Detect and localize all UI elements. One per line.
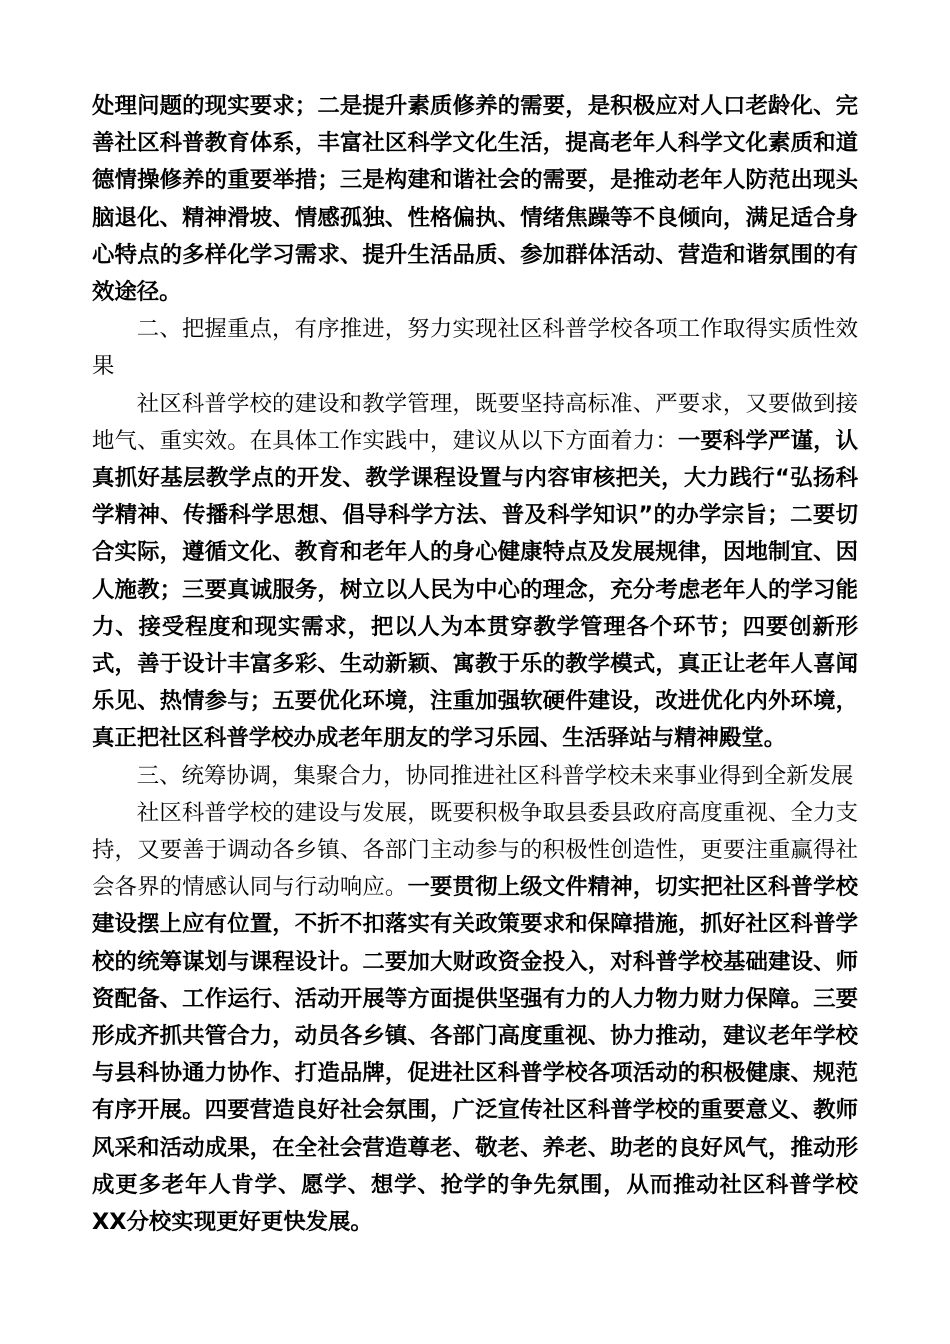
section-heading-2 [92, 311, 858, 385]
paragraph-3-intro: 社区科普学校的建设与发展，既要积极争取县委县政府高度重视、全力支持，又要善于调动各乡镇、各部门主动参与的积极性创造性，更要注重赢得社会各界的情感认同与行动响应。 [92, 799, 858, 901]
section-heading-3-text: 三、统筹协调，集聚合力，协同推进社区科普学校未来事业得到全新发展 [136, 762, 854, 789]
paragraph-3 [92, 795, 858, 1241]
paragraph-2-bold: 一要科学严谨，认真抓好基层教学点的开发、教学课程设置与内容审核把关，大力践行“弘扬科学精神、传播科学思想、倡导科学方法、普及科学知识”的办学宗旨；二要切合实际，遵循文化、教育和老年人的身心健康特点及发展规律，因地制宜、因人施教；三要真诚服务，树立以人民为中心的理念，充分考虑老年人的学习能力、接受程度和现实需求，把以人为本贯穿教学管理各个环节；四要创新形式，善于设计丰富多彩、生动新颖、寓教于乐的教学模式，真正让老年人喜闻乐见、热情参与；五要优化环境，注重加强软硬件建设，改进优化内外环境，真正把社区科普学校办成老年朋友的学习乐园、生活驿站与精神殿堂。 [92, 427, 859, 752]
paragraph-1-text: 处理问题的现实要求；二是提升素质修养的需要，是积极应对人口老龄化、完善社区科普教育体系，丰富社区科学文化生活，提高老年人科学文化素质和道德情操修养的重要举措；三是构建和谐社会的需要，是推动老年人防范出现头脑退化、精神滑坡、情感孤独、性格偏执、情绪焦躁等不良倾向，满足适合身心特点的多样化学习需求、提升生活品质、参加群体活动、营造和谐氛围的有效途径。 [92, 93, 858, 306]
section-heading-2-text: 二、把握重点，有序推进，努力实现社区科普学校各项工作取得实质性效果 [92, 316, 858, 380]
paragraph-2 [92, 386, 858, 758]
document-body [92, 88, 858, 1241]
section-heading-3 [92, 758, 858, 795]
paragraph-2-intro: 社区科普学校的建设和教学管理，既要坚持高标准、严要求，又要做到接地气、重实效。在具体工作实践中，建议从以下方面着力： [92, 390, 858, 454]
paragraph-1 [92, 88, 858, 311]
paragraph-3-bold: 一要贯彻上级文件精神，切实把社区科普学校建设摆上应有位置，不折不扣落实有关政策要求和保障措施，抓好社区科普学校的统筹谋划与课程设计。二要加大财政资金投入，对科普学校基础建设、师资配备、工作运行、活动开展等方面提供坚强有力的人力物力财力保障。三要形成齐抓共管合力，动员各乡镇、各部门高度重视、协力推动，建议老年学校与县科协通力协作、打造品牌，促进社区科普学校各项活动的积极健康、规范有序开展。四要营造良好社会氛围，广泛宣传社区科普学校的重要意义、教师风采和活动成果，在全社会营造尊老、敬老、养老、助老的良好风气，推动形成更多老年人肯学、愿学、想学、抢学的争先氛围，从而推动社区科普学校XX分校实现更好更快发展。 [92, 874, 859, 1236]
